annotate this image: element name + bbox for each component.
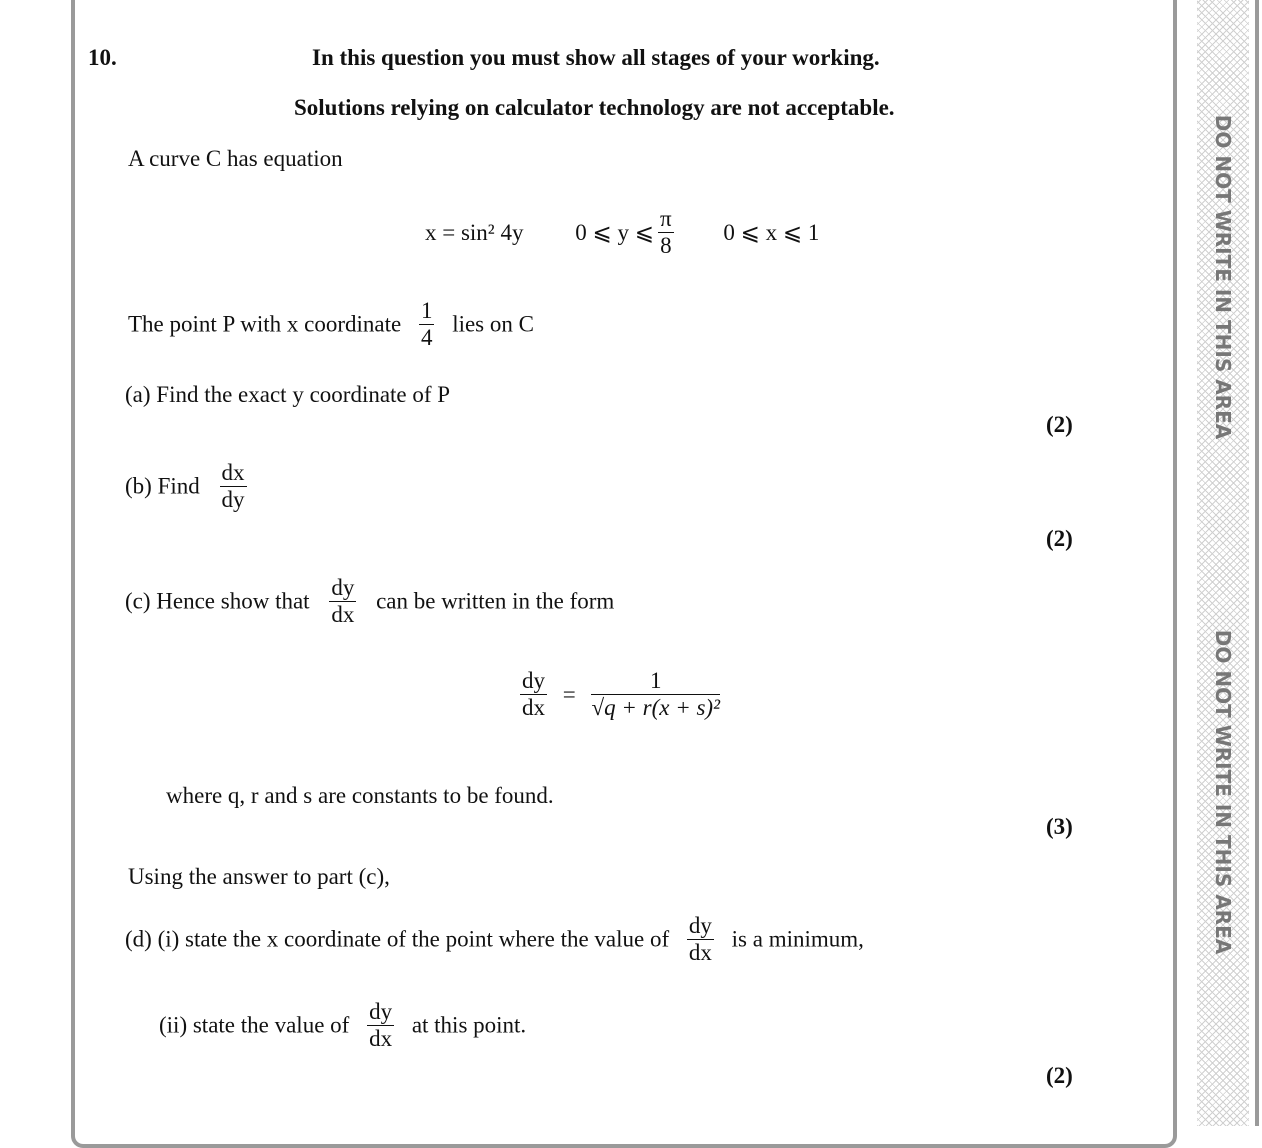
den: 4 — [420, 325, 433, 350]
part-d-i — [125, 913, 864, 966]
y-range: 0 ⩽ y ⩽ — [575, 219, 655, 245]
text: (d) (i) state the x coordinate of the point where the value of — [125, 926, 670, 952]
text: (b) Find — [125, 473, 200, 499]
marks-d: (2) — [1046, 1063, 1073, 1088]
point-statement — [128, 298, 534, 351]
constants-note: where q, r and s are constants to be found. — [166, 783, 554, 808]
num: dy — [369, 999, 393, 1024]
num: dy — [331, 575, 355, 600]
part-a: (a) Find the exact y coordinate of P — [125, 382, 451, 407]
margin-warning: DO NOT WRITE IN THIS AREA — [1211, 629, 1235, 955]
using-text: Using the answer to part (c), — [128, 864, 390, 889]
page-edge — [1255, 0, 1259, 1126]
part-c — [125, 575, 614, 628]
den: dy — [221, 487, 245, 512]
text: (ii) state the value of — [159, 1012, 350, 1038]
num: dx — [221, 460, 245, 485]
marks-c: (3) — [1046, 814, 1073, 839]
instruction: In this question you must show all stages of your working. — [312, 45, 880, 70]
den: √q + r(x + s)² — [591, 695, 720, 720]
num: dy — [688, 913, 712, 938]
den: dx — [688, 940, 712, 965]
den: dx — [369, 1026, 393, 1051]
margin-warning: DO NOT WRITE IN THIS AREA — [1211, 114, 1235, 440]
target-form-equation — [516, 668, 724, 721]
x-range: 0 ⩽ x ⩽ 1 — [723, 219, 820, 245]
text: is a minimum, — [731, 926, 864, 952]
den: dx — [522, 695, 545, 720]
num: dy — [522, 668, 545, 693]
text: The point P with x coordinate — [128, 311, 402, 337]
text: lies on C — [452, 311, 534, 337]
instruction: Solutions relying on calculator technology are not acceptable. — [294, 95, 895, 120]
text: can be written in the form — [376, 588, 615, 614]
equation-lhs: x = sin² 4y — [425, 219, 524, 245]
marks-a: (2) — [1046, 412, 1073, 437]
part-b — [125, 460, 251, 513]
marks-b: (2) — [1046, 526, 1073, 551]
intro-text: A curve C has equation — [128, 146, 343, 171]
num: 1 — [591, 668, 720, 695]
text: at this point. — [411, 1012, 527, 1038]
equals: = — [562, 681, 576, 707]
pi: π — [660, 206, 672, 231]
eight: 8 — [660, 233, 672, 258]
den: dx — [331, 602, 355, 627]
num: 1 — [420, 298, 433, 323]
curve-equation — [425, 206, 819, 259]
text: (c) Hence show that — [125, 588, 310, 614]
part-d-ii — [159, 999, 526, 1052]
question-number: 10. — [88, 45, 117, 70]
answer-box-border — [71, 0, 1177, 1148]
